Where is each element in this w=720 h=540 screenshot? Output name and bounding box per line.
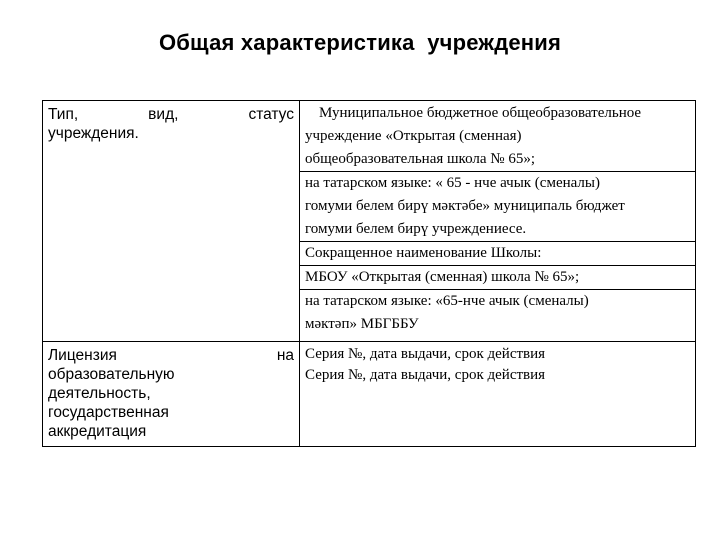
label-word: статус xyxy=(248,106,294,123)
label-line xyxy=(48,105,294,124)
label-line: учреждения. xyxy=(48,125,139,142)
value-line: гомуми белем бирү мәктәбе» муниципаль бюджет xyxy=(305,198,625,214)
value-line: Муниципальное бюджетное общеобразовательное xyxy=(319,105,642,121)
value-line: Серия №, дата выдачи, срок действия xyxy=(305,346,546,362)
label-cell-license xyxy=(43,342,300,447)
info-table xyxy=(42,100,696,447)
page-title: Общая характеристика учреждения xyxy=(158,30,562,55)
label-line: образовательную xyxy=(48,366,175,383)
value-line: мәктәп» МБГББУ xyxy=(305,316,419,332)
label-line xyxy=(48,346,294,365)
label-line: аккредитация xyxy=(48,423,147,440)
label-cell-type xyxy=(43,101,300,342)
label-word: Тип, xyxy=(48,106,79,123)
table-row-license xyxy=(43,342,696,447)
value-line: Сокращенное наименование Школы: xyxy=(305,245,542,261)
value-line: гомуми белем бирү учреждениесе. xyxy=(305,221,527,237)
label-word: на xyxy=(276,347,294,364)
table-row-type xyxy=(43,101,696,342)
value-block-short-name xyxy=(305,266,690,289)
label-line: государственная xyxy=(48,404,169,421)
value-line: на татарском языке: «65-нче ачык (сменалы) xyxy=(305,293,589,309)
value-cell-type xyxy=(300,101,696,342)
value-line: Серия №, дата выдачи, срок действия xyxy=(305,367,546,383)
value-line: МБОУ «Открытая (сменная) школа № 65»; xyxy=(305,269,580,285)
value-cell-license xyxy=(300,342,696,447)
value-line: учреждение «Открытая (сменная) xyxy=(305,128,522,144)
value-line: на татарском языке: « 65 - нче ачык (сменалы) xyxy=(305,175,600,191)
value-block-tatar-full-name xyxy=(305,172,690,241)
label-line: деятельность, xyxy=(48,385,151,402)
value-block-short-name-heading xyxy=(305,242,690,265)
label-word: вид, xyxy=(148,106,179,123)
value-block-tatar-short-name xyxy=(305,290,690,336)
value-line: общеобразовательная школа № 65»; xyxy=(305,151,535,167)
value-block-full-name xyxy=(305,102,690,171)
label-word: Лицензия xyxy=(48,347,117,364)
